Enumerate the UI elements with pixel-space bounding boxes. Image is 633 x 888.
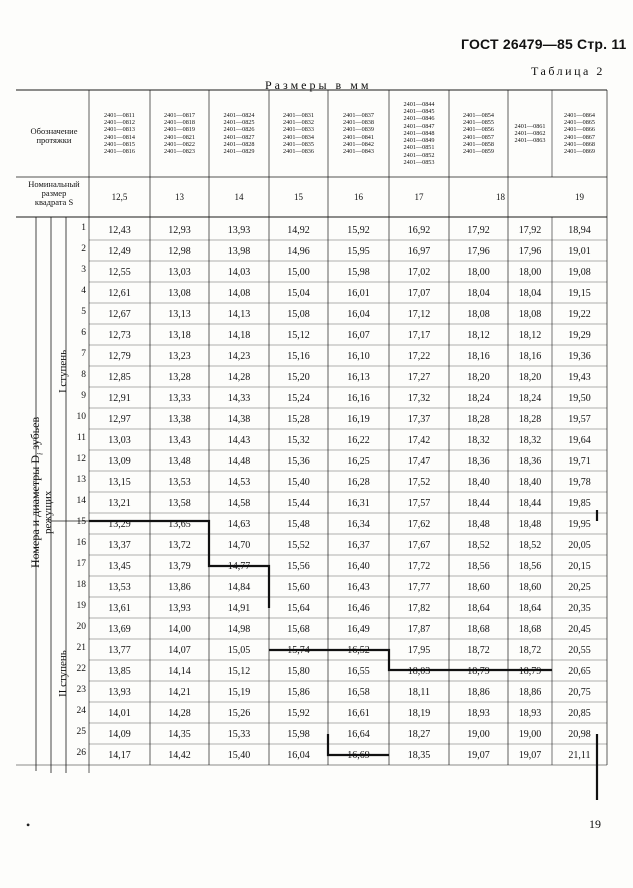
diameter-value: 15,56	[287, 561, 310, 572]
diameter-value: 17,77	[407, 582, 431, 593]
diameter-value: 16,49	[347, 624, 370, 635]
sizes-caption: Размеры в мм	[265, 78, 372, 92]
diameter-value: 14,17	[108, 750, 131, 761]
diameter-value: 12,98	[168, 246, 191, 257]
nominal-size-cell: 17	[414, 191, 424, 202]
diameter-value: 14,09	[108, 729, 131, 740]
diameter-value: 12,73	[108, 330, 131, 341]
diameter-value: 14,01	[108, 708, 131, 719]
diameter-value: 20,75	[568, 687, 591, 698]
diameter-value: 15,24	[287, 393, 310, 404]
code-cell	[90, 92, 149, 175]
diameter-value: 15,40	[287, 477, 310, 488]
diameter-value: 19,00	[518, 729, 542, 740]
diameter-value: 17,57	[407, 498, 431, 509]
diameter-value: 13,03	[168, 267, 191, 278]
diameter-value: 12,55	[108, 267, 131, 278]
diameter-value: 12,61	[108, 288, 131, 299]
code-cell	[450, 92, 507, 175]
diameter-value: 13,77	[108, 645, 131, 656]
diameter-value: 19,85	[568, 498, 591, 509]
diameter-value: 20,85	[568, 708, 591, 719]
code-list: 2401—0864 2401—0865 2401—0866 2401—0867 2401—0868 2401—0869	[564, 111, 595, 155]
code-list: 2401—0824 2401—0825 2401—0826 2401—0827 2401—0828 2401—0829	[223, 111, 255, 155]
side-label-main: Номера и диаметры D	[28, 455, 42, 568]
diameter-value: 18,94	[568, 225, 591, 236]
diameter-value: 20,45	[568, 624, 591, 635]
diameter-value: 16,69	[347, 750, 370, 761]
diameter-value: 14,38	[227, 414, 251, 425]
diameter-value: 18,52	[518, 540, 542, 551]
nominal-size-cell: 15	[294, 191, 303, 202]
diameter-value: 18,68	[518, 624, 542, 635]
diameter-value: 18,64	[467, 603, 490, 614]
tooth-number: 6	[81, 328, 86, 338]
diameter-value: 18,32	[518, 435, 542, 446]
diameter-value: 16,31	[347, 498, 370, 509]
diameter-value: 20,25	[568, 582, 591, 593]
designation-label: Обозначение протяжки	[30, 126, 78, 145]
diameter-value: 19,57	[568, 414, 591, 425]
diameter-value: 18,93	[518, 708, 542, 719]
diameter-value: 12,79	[108, 351, 131, 362]
diameter-value: 20,65	[568, 666, 591, 677]
diameter-value: 18,48	[467, 519, 490, 530]
diameter-value: 18,56	[518, 561, 542, 572]
tooth-number: 5	[81, 307, 86, 317]
cutting-label: режущих	[42, 490, 54, 534]
diameter-value: 12,43	[108, 225, 131, 236]
diameter-value: 15,52	[287, 540, 310, 551]
nominal-size-cell: 19	[575, 191, 584, 202]
diameter-value: 14,53	[227, 477, 251, 488]
code-list: 2401—0854 2401—0855 2401—0856 2401—0857 2401—0858 2401—0859	[463, 111, 494, 155]
diameter-value: 16,19	[347, 414, 370, 425]
diameter-value: 19,15	[568, 288, 591, 299]
diameter-value: 14,77	[227, 561, 251, 572]
diameter-value: 18,86	[467, 687, 490, 698]
diameter-value: 17,52	[407, 477, 431, 488]
diameter-value: 14,42	[168, 750, 191, 761]
diameter-value: 17,87	[407, 624, 431, 635]
diameter-value: 13,72	[168, 540, 191, 551]
diameter-value: 16,22	[347, 435, 370, 446]
diameter-value: 19,29	[568, 330, 591, 341]
diameter-value: 17,96	[518, 246, 542, 257]
tooth-number: 24	[76, 706, 86, 716]
tooth-number: 14	[76, 496, 86, 506]
nominal-size-cell: 12,5	[111, 191, 128, 202]
diameter-value: 15,64	[287, 603, 310, 614]
stage2-label: II ступень	[57, 650, 69, 697]
diameter-value: 18,48	[518, 519, 542, 530]
diameter-value: 18,44	[518, 498, 542, 509]
diameter-value: 18,20	[467, 372, 490, 383]
code-cell	[509, 92, 551, 175]
tooth-number: 17	[76, 559, 86, 569]
diameter-value: 12,91	[108, 393, 131, 404]
tooth-number: 7	[81, 349, 86, 359]
diameter-value: 17,47	[407, 456, 431, 467]
diameter-value: 13,18	[168, 330, 191, 341]
diameter-value: 18,28	[518, 414, 542, 425]
nominal-size-cell: 14	[234, 191, 244, 202]
diameter-value: 14,33	[227, 393, 251, 404]
diameter-value: 20,05	[568, 540, 591, 551]
diameter-value: 18,27	[407, 729, 431, 740]
diameter-value: 14,07	[168, 645, 191, 656]
diameter-value: 18,52	[467, 540, 490, 551]
diameter-value: 15,68	[287, 624, 310, 635]
diameter-value: 18,79	[518, 666, 542, 677]
diameter-value: 14,84	[227, 582, 251, 593]
diameter-value: 17,95	[407, 645, 431, 656]
diameter-value: 17,82	[407, 603, 431, 614]
diameter-value: 15,40	[227, 750, 251, 761]
diameter-value: 18,72	[518, 645, 542, 656]
diameter-value: 16,13	[347, 372, 370, 383]
diameter-value: 20,15	[568, 561, 591, 572]
code-list: 2401—0817 2401—0818 2401—0819 2401—0821 2401—0822 2401—0823	[164, 111, 195, 155]
diameter-value: 19,78	[568, 477, 591, 488]
tooth-number: 21	[76, 643, 86, 653]
diameter-value: 15,19	[227, 687, 251, 698]
diameter-value: 14,00	[168, 624, 191, 635]
diameter-value: 16,64	[347, 729, 370, 740]
diameter-value: 16,10	[347, 351, 370, 362]
diameter-value: 18,12	[467, 330, 490, 341]
diameter-value: 17,37	[407, 414, 431, 425]
diameter-value: 16,61	[347, 708, 370, 719]
side-label-end: зубьев	[28, 416, 42, 453]
diameter-value: 17,22	[407, 351, 431, 362]
diameter-value: 14,08	[227, 288, 251, 299]
tooth-number: 26	[76, 748, 86, 758]
diameter-value: 18,68	[467, 624, 490, 635]
diameter-value: 12,85	[108, 372, 131, 383]
code-cell	[553, 92, 606, 175]
side-label-sub: i	[35, 452, 45, 455]
code-cell	[390, 92, 448, 175]
diameter-value: 13,86	[168, 582, 191, 593]
diameter-value: 19,07	[518, 750, 542, 761]
code-cell	[270, 92, 327, 175]
diameter-value: 17,32	[407, 393, 431, 404]
tooth-number: 3	[81, 265, 86, 275]
code-list: 2401—0844 2401—0845 2401—0846 2401—0847 2401—0848 2401—0849 2401—0851 2401—0852 2401—0853	[403, 101, 435, 166]
diameter-value: 14,92	[287, 225, 310, 236]
tooth-number: 13	[76, 475, 86, 485]
diameter-value: 18,36	[467, 456, 490, 467]
diameter-value: 15,36	[287, 456, 310, 467]
diameter-value: 13,58	[168, 498, 191, 509]
tooth-number: 11	[76, 433, 86, 443]
scan-speck: •	[26, 818, 31, 832]
diameter-value: 19,00	[467, 729, 490, 740]
tooth-number: 18	[76, 580, 86, 590]
diameter-value: 13,65	[168, 519, 191, 530]
diameter-value: 17,02	[407, 267, 431, 278]
diameter-value: 13,23	[168, 351, 191, 362]
diameter-value: 19,22	[568, 309, 591, 320]
diameter-value: 18,40	[467, 477, 490, 488]
diameter-value: 13,85	[108, 666, 131, 677]
stage1-label: I ступень	[57, 349, 69, 393]
diameter-value: 18,04	[467, 288, 490, 299]
nominal-size-cell: 18	[496, 191, 505, 202]
diameter-value: 13,93	[227, 225, 251, 236]
diameter-value: 18,86	[518, 687, 542, 698]
diameter-value: 13,08	[168, 288, 191, 299]
diameter-value: 15,92	[347, 225, 370, 236]
tooth-number: 8	[81, 370, 86, 380]
table-label: Таблица 2	[531, 64, 605, 78]
code-list: 2401—0831 2401—0832 2401—0833 2401—0834 2401—0835 2401—0836	[283, 111, 314, 155]
diameter-value: 13,09	[108, 456, 131, 467]
diameter-value: 13,93	[108, 687, 131, 698]
diameter-value: 15,08	[287, 309, 310, 320]
diameter-value: 14,35	[168, 729, 191, 740]
tooth-number: 25	[76, 727, 86, 737]
diameter-value: 13,69	[108, 624, 131, 635]
diameter-value: 13,15	[108, 477, 131, 488]
diameter-value: 18,08	[518, 309, 542, 320]
diameter-value: 14,18	[227, 330, 251, 341]
diameter-value: 14,13	[227, 309, 251, 320]
diameter-value: 18,24	[467, 393, 490, 404]
diameter-value: 16,58	[347, 687, 370, 698]
diameter-value: 16,37	[347, 540, 370, 551]
diameter-value: 13,28	[168, 372, 191, 383]
diameter-value: 19,43	[568, 372, 591, 383]
code-list: 2401—0811 2401—0812 2401—0813 2401—0814 2401—0815 2401—0816	[104, 111, 135, 155]
diameter-value: 17,17	[407, 330, 431, 341]
diameter-value: 12,93	[168, 225, 191, 236]
diameter-value: 17,96	[467, 246, 490, 257]
diameter-value: 16,01	[347, 288, 370, 299]
diameter-value: 13,79	[168, 561, 191, 572]
tooth-number: 20	[76, 622, 86, 632]
diameter-value: 15,32	[287, 435, 310, 446]
diameter-value: 12,97	[108, 414, 131, 425]
tooth-number: 12	[76, 454, 86, 464]
diameter-value: 17,07	[407, 288, 431, 299]
diameter-value: 14,28	[227, 372, 251, 383]
diameter-value: 13,29	[108, 519, 131, 530]
code-cell	[210, 92, 268, 175]
diameter-value: 16,97	[407, 246, 431, 257]
diameter-value: 13,21	[108, 498, 131, 509]
diameter-value: 14,98	[227, 624, 251, 635]
diameter-value: 16,25	[347, 456, 370, 467]
diameter-value: 18,00	[467, 267, 490, 278]
diameter-value: 19,01	[568, 246, 591, 257]
diameter-value: 15,16	[287, 351, 310, 362]
diameter-value: 18,32	[467, 435, 490, 446]
diameter-value: 15,48	[287, 519, 310, 530]
diameter-value: 13,93	[168, 603, 191, 614]
diameter-value: 17,67	[407, 540, 431, 551]
diameter-value: 13,61	[108, 603, 131, 614]
diameter-value: 18,36	[518, 456, 542, 467]
diameter-value: 19,50	[568, 393, 591, 404]
diameter-value: 16,34	[347, 519, 370, 530]
diameter-value: 17,27	[407, 372, 431, 383]
diameter-value: 18,93	[467, 708, 490, 719]
diameter-value: 18,19	[407, 708, 431, 719]
diameter-value: 15,28	[287, 414, 310, 425]
diameter-value: 18,40	[518, 477, 542, 488]
diameter-value: 14,21	[168, 687, 191, 698]
diameter-value: 15,92	[287, 708, 310, 719]
diameter-value: 13,38	[168, 414, 191, 425]
diameter-value: 14,63	[227, 519, 251, 530]
diameter-value: 18,44	[467, 498, 490, 509]
diameter-value: 15,95	[347, 246, 370, 257]
diameter-value: 18,72	[467, 645, 490, 656]
nominal-size-label: Номинальный размер квадрата S	[28, 179, 80, 207]
diameter-value: 18,79	[467, 666, 490, 677]
diameter-value: 15,98	[347, 267, 370, 278]
nominal-size-cell: 13	[175, 191, 184, 202]
diameter-value: 15,12	[227, 666, 251, 677]
diameter-value: 18,28	[467, 414, 490, 425]
tooth-number: 9	[81, 391, 86, 401]
standard-header: ГОСТ 26479—85 Стр. 11	[461, 36, 627, 52]
code-list: 2401—0837 2401—0838 2401—0839 2401—0841 2401—0842 2401—0843	[343, 111, 374, 155]
code-list: 2401—0861 2401—0862 2401—0863	[514, 122, 546, 145]
diameter-value: 15,86	[287, 687, 310, 698]
diameter-value: 13,03	[108, 435, 131, 446]
diameter-value: 20,98	[568, 729, 591, 740]
diameter-value: 16,92	[407, 225, 431, 236]
diameter-value: 19,64	[568, 435, 591, 446]
tooth-number: 1	[81, 223, 86, 233]
diameter-value: 15,04	[287, 288, 310, 299]
diameter-value: 14,70	[227, 540, 251, 551]
diameter-value: 16,46	[347, 603, 370, 614]
diameter-value: 18,04	[518, 288, 542, 299]
diameter-value: 18,60	[467, 582, 490, 593]
page-number: 19	[589, 817, 601, 831]
diameter-value: 16,07	[347, 330, 370, 341]
diameter-value: 15,98	[287, 729, 310, 740]
diameter-value: 15,05	[227, 645, 251, 656]
diameter-value: 17,12	[407, 309, 431, 320]
diameter-value: 13,45	[108, 561, 131, 572]
tooth-number: 19	[76, 601, 86, 611]
diameter-value: 15,60	[287, 582, 310, 593]
diameter-value: 16,28	[347, 477, 370, 488]
code-cell	[151, 92, 208, 175]
tooth-number: 4	[81, 286, 86, 296]
diameter-value: 15,80	[287, 666, 310, 677]
diameter-value: 13,37	[108, 540, 131, 551]
nominal-size-cell: 16	[354, 191, 363, 202]
diameter-value: 17,42	[407, 435, 431, 446]
diameter-value: 13,98	[227, 246, 251, 257]
diameter-value: 14,96	[287, 246, 310, 257]
diameter-value: 16,16	[347, 393, 370, 404]
tooth-number: 2	[81, 244, 86, 254]
diameter-value: 15,44	[287, 498, 310, 509]
diameter-value: 20,35	[568, 603, 591, 614]
diameter-value: 17,92	[467, 225, 490, 236]
diameter-value: 16,04	[287, 750, 310, 761]
diameter-value: 15,00	[287, 267, 310, 278]
diameter-value: 14,91	[227, 603, 251, 614]
diameter-value: 18,03	[407, 666, 431, 677]
diameter-value: 12,67	[108, 309, 131, 320]
diameter-value: 18,16	[518, 351, 542, 362]
diameter-value: 18,11	[407, 687, 431, 698]
diameter-value: 19,95	[568, 519, 591, 530]
diameter-value: 18,56	[467, 561, 490, 572]
diameter-value: 18,00	[518, 267, 542, 278]
diameter-value: 15,20	[287, 372, 310, 383]
diameter-value: 13,53	[108, 582, 131, 593]
diameter-value: 16,04	[347, 309, 370, 320]
diameter-value: 14,28	[168, 708, 191, 719]
diameter-value: 13,13	[168, 309, 191, 320]
diameter-value: 18,24	[518, 393, 542, 404]
diameter-value: 13,53	[168, 477, 191, 488]
diameter-value: 15,33	[227, 729, 251, 740]
code-cell	[329, 92, 388, 175]
diameter-value: 15,74	[287, 645, 310, 656]
diameter-value: 15,26	[227, 708, 251, 719]
diameter-value: 17,62	[407, 519, 431, 530]
diameter-value: 19,07	[467, 750, 490, 761]
diameter-value: 17,92	[518, 225, 542, 236]
tooth-number: 22	[76, 664, 86, 674]
diameter-value: 18,08	[467, 309, 490, 320]
diameter-value: 16,43	[347, 582, 370, 593]
diameter-value: 20,55	[568, 645, 591, 656]
diameter-value: 18,60	[518, 582, 542, 593]
tooth-number: 15	[76, 517, 86, 527]
diameter-value: 18,20	[518, 372, 542, 383]
diameter-value: 13,33	[168, 393, 191, 404]
tooth-number: 23	[76, 685, 86, 695]
diameter-value: 16,52	[347, 645, 370, 656]
diameter-value: 16,55	[347, 666, 370, 677]
diameter-value: 18,16	[467, 351, 490, 362]
tooth-number: 10	[76, 412, 86, 422]
diameter-value: 12,49	[108, 246, 131, 257]
diameter-value: 19,08	[568, 267, 591, 278]
diameter-value: 18,64	[518, 603, 542, 614]
diameter-value: 17,72	[407, 561, 431, 572]
diameter-value: 14,48	[227, 456, 251, 467]
diameter-value: 14,03	[227, 267, 251, 278]
diameter-value: 18,35	[407, 750, 431, 761]
diameter-value: 14,58	[227, 498, 251, 509]
diameter-value: 13,43	[168, 435, 191, 446]
diameter-value: 16,40	[347, 561, 370, 572]
diameter-value: 14,43	[227, 435, 251, 446]
diameter-value: 14,23	[227, 351, 251, 362]
diameter-value: 15,12	[287, 330, 310, 341]
diameter-value: 18,12	[518, 330, 542, 341]
diameter-value: 19,71	[568, 456, 591, 467]
diameter-value: 14,14	[168, 666, 191, 677]
tooth-number: 16	[76, 538, 86, 548]
diameter-value: 21,11	[568, 750, 591, 761]
diameter-value: 13,48	[168, 456, 191, 467]
diameter-value: 19,36	[568, 351, 591, 362]
